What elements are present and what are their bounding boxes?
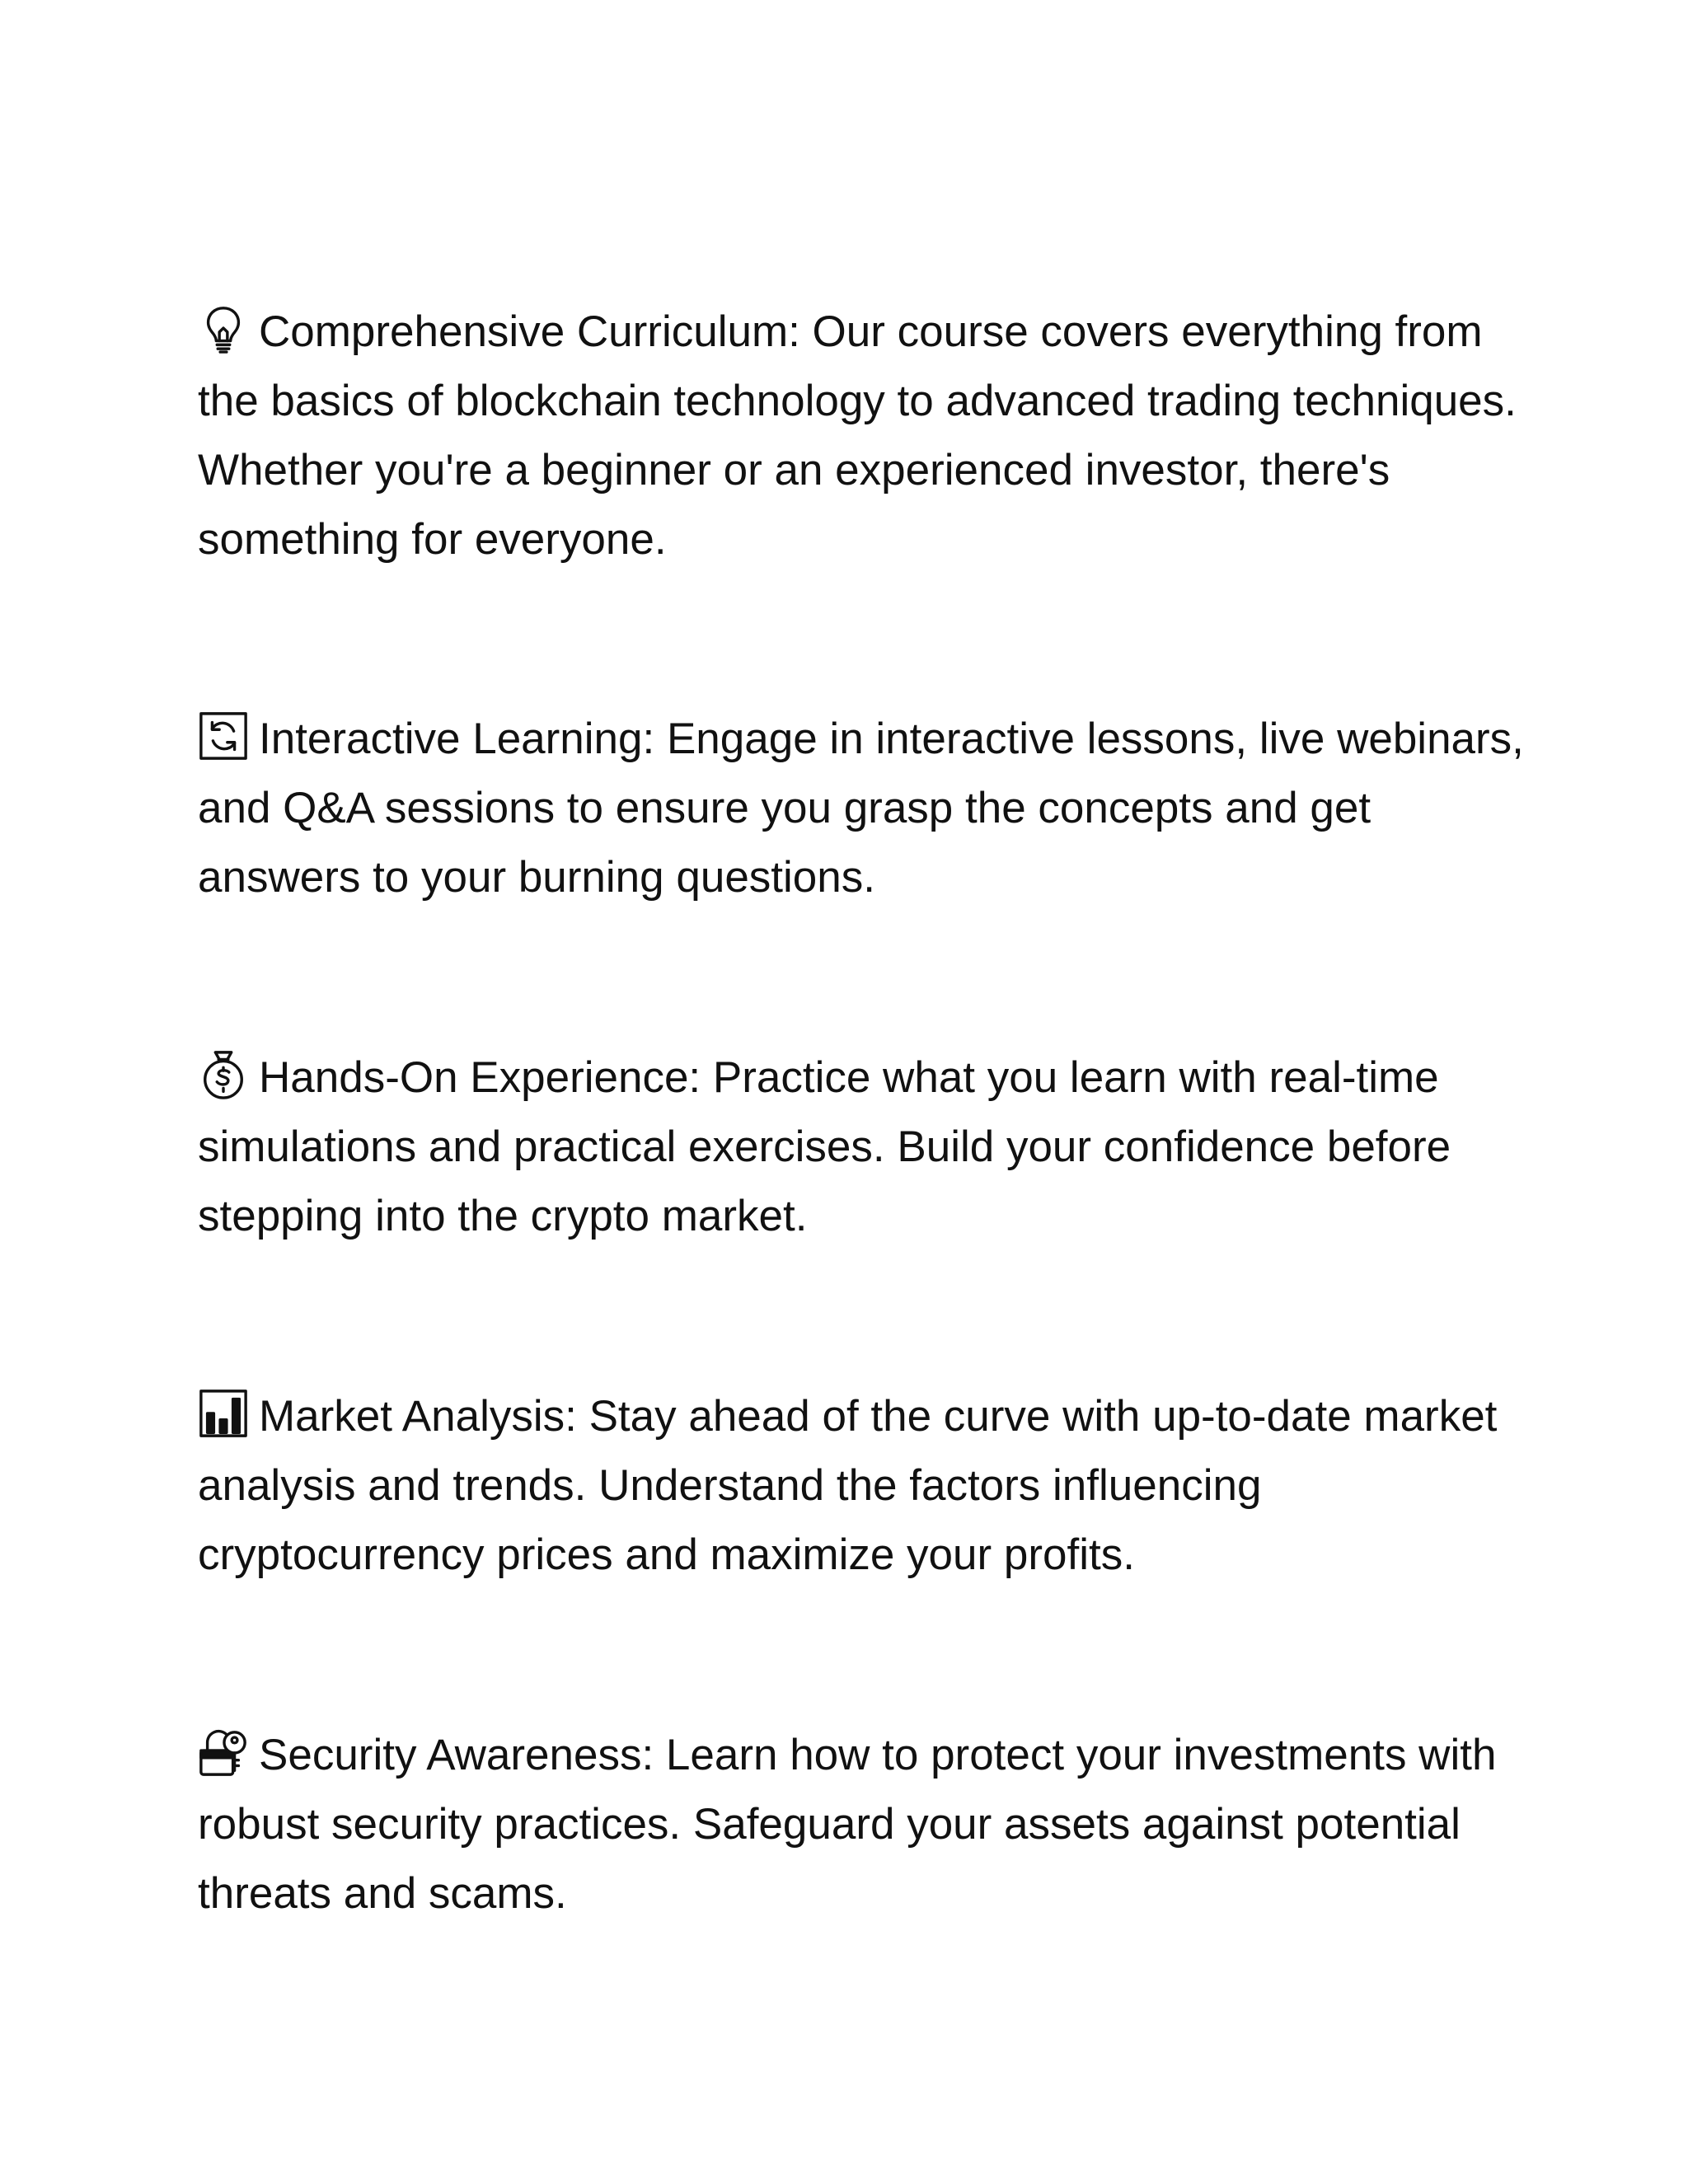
feature-text: Comprehensive Curriculum: Our course covers everything from the basics of blockchain technology to advanced trading techniques. Whether you're a beginner or an experienced investor, there's something for everyone. [198,307,1517,564]
lightbulb-icon [198,303,249,354]
bar-chart-icon [198,1388,249,1439]
feature-curriculum [198,298,1533,574]
money-bag-icon [198,1049,249,1100]
feature-market-analysis [198,1382,1533,1590]
feature-text: Market Analysis: Stay ahead of the curve with up-to-date market analysis and trends. Understand the factors influencing cryptocurrency prices and maximize your profits. [198,1392,1498,1579]
feature-hands-on [198,1043,1533,1251]
lock-key-icon [198,1727,249,1778]
feature-text: Interactive Learning: Engage in interactive lessons, live webinars, and Q&A sessions to ensure you grasp the concepts and get answers to your burning questions. [198,715,1524,902]
feature-security [198,1721,1533,1929]
feature-text: Security Awareness: Learn how to protect your investments with robust security practices. Safeguard your assets against potential threats and scams. [198,1731,1497,1918]
feature-text: Hands-On Experience: Practice what you learn with real-time simulations and practical exercises. Build your confidence before stepping into the crypto market. [198,1053,1451,1240]
feature-interactive-learning [198,705,1533,912]
refresh-icon [198,710,249,762]
